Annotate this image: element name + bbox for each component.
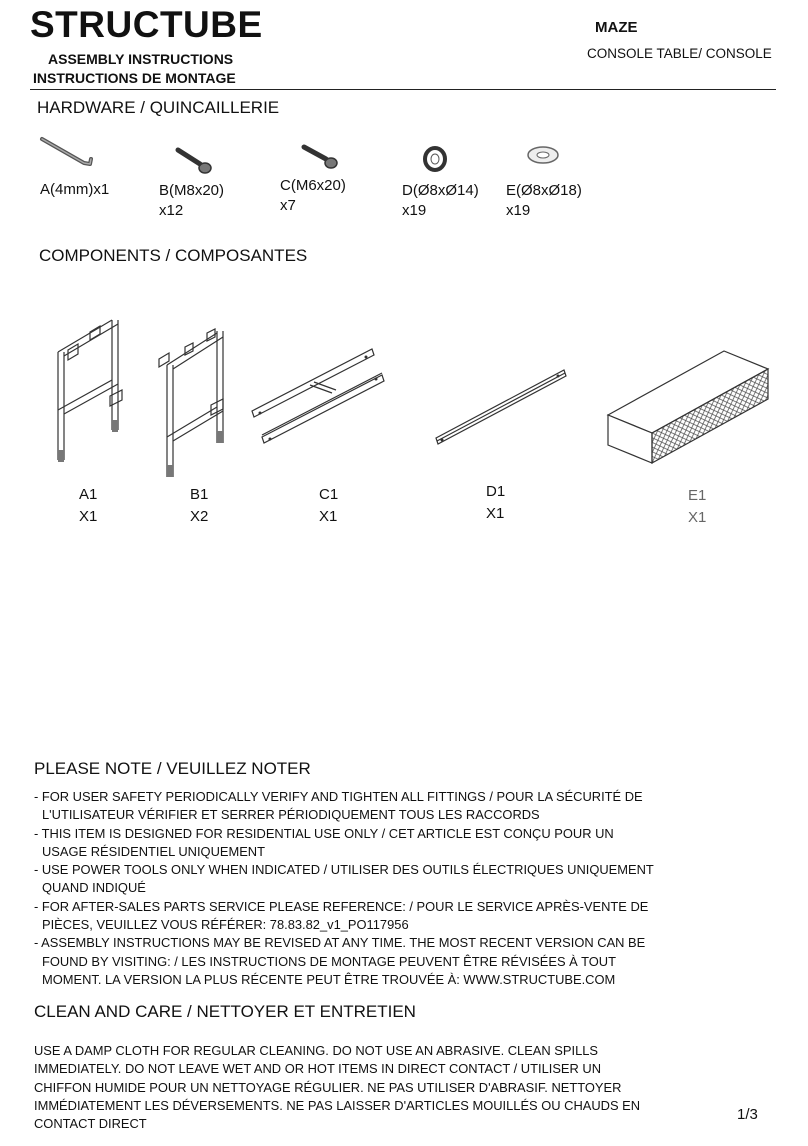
- notes-line: - FOR USER SAFETY PERIODICALLY VERIFY AND TIGHTEN ALL FITTINGS / POUR LA SÉCURITÉ DE: [34, 789, 643, 804]
- notes-line: - USE POWER TOOLS ONLY WHEN INDICATED / UTILISER DES OUTILS ÉLECTRIQUES UNIQUEMENT: [34, 862, 654, 878]
- leg-frame-a1-icon: [50, 310, 140, 470]
- notes-line: - ASSEMBLY INSTRUCTIONS MAY BE REVISED AT ANY TIME. THE MOST RECENT VERSION CAN BE: [34, 935, 646, 951]
- care-line: CONTACT DIRECT: [34, 1116, 147, 1132]
- components-title: COMPONENTS / COMPOSANTES: [39, 246, 308, 265]
- notes-line: QUAND INDIQUÉ: [42, 880, 146, 896]
- hardware-item-b-label: B(M8x20): [159, 182, 225, 199]
- component-c1: [319, 484, 338, 528]
- hardware-item-c: [280, 176, 346, 216]
- hardware-item-e: [506, 181, 582, 221]
- page-number: 1/3: [737, 1106, 758, 1123]
- notes-title: PLEASE NOTE / VEUILLEZ NOTER: [34, 759, 311, 778]
- hardware-item-e-qty: x19: [506, 202, 531, 219]
- hardware-item-d-label: D(Ø8xØ14): [402, 182, 479, 199]
- component-b1-qty: X2: [190, 508, 209, 525]
- lock-washer-icon: [420, 144, 450, 174]
- hardware-item-b-qty: x12: [159, 202, 184, 219]
- product-name: MAZE: [595, 19, 638, 36]
- brand-logo: STRUCTUBE: [30, 4, 263, 45]
- flat-washer-icon: [525, 144, 561, 166]
- care-line: IMMEDIATELY. DO NOT LEAVE WET AND OR HOT ITEMS IN DIRECT CONTACT / UTILISER UN: [34, 1061, 602, 1077]
- component-e1: [688, 485, 706, 529]
- hardware-item-d-qty: x19: [402, 202, 427, 219]
- hardware-item-b: [159, 181, 224, 221]
- notes-line: - FOR AFTER-SALES PARTS SERVICE PLEASE REFERENCE: / POUR LE SERVICE APRÈS-VENTE DE: [34, 898, 649, 914]
- subtitle-fr: INSTRUCTIONS DE MONTAGE: [33, 70, 236, 86]
- rail-d1-icon: [432, 366, 572, 456]
- bolt-icon: [300, 143, 340, 173]
- notes-line: MOMENT. LA VERSION LA PLUS RÉCENTE PEUT ÊTRE TROUVÉE À: WWW.STRUCTUBE.COM: [42, 971, 616, 987]
- notes-line: PIÈCES, VEUILLEZ VOUS RÉFÉRER: 78.83.82_v1_PO117956: [42, 917, 409, 933]
- hardware-item-e-label: E(Ø8xØ18): [506, 182, 582, 199]
- header-divider: [30, 89, 776, 90]
- notes-list: [34, 788, 674, 989]
- notes-line: USAGE RÉSIDENTIEL UNIQUEMENT: [42, 843, 265, 859]
- component-a1-label: A1: [79, 486, 98, 503]
- care-text: [34, 1042, 674, 1133]
- component-d1-qty: X1: [486, 505, 505, 522]
- frame-c1-icon: [248, 345, 388, 445]
- notes-line: L'UTILISATEUR VÉRIFIER ET SERRER PÉRIODIQUEMENT TOUS LES RACCORDS: [42, 807, 540, 823]
- allen-key-icon: [38, 136, 98, 172]
- component-b1: [190, 484, 208, 528]
- component-d1: [486, 481, 505, 525]
- care-line: USE A DAMP CLOTH FOR REGULAR CLEANING. DO NOT USE AN ABRASIVE. CLEAN SPILLS: [34, 1043, 599, 1058]
- hardware-item-d: [402, 181, 479, 221]
- notes-line: - THIS ITEM IS DESIGNED FOR RESIDENTIAL USE ONLY / CET ARTICLE EST CONÇU POUR UN: [34, 825, 614, 841]
- bolt-icon: [174, 146, 214, 176]
- component-e1-qty: X1: [688, 509, 707, 526]
- care-line: IMMÉDIATEMENT LES DÉVERSEMENTS. NE PAS LAISSER D'ARTICLES MOUILLÉS OU CHAUDS EN: [34, 1097, 641, 1113]
- product-type: CONSOLE TABLE/ CONSOLE: [587, 46, 772, 61]
- component-a1-qty: X1: [79, 508, 98, 525]
- notes-line: FOUND BY VISITING: / LES INSTRUCTIONS DE MONTAGE PEUVENT ÊTRE RÉVISÉES À TOUT: [42, 953, 616, 969]
- leg-frame-b1-icon: [155, 325, 245, 485]
- hardware-item-c-qty: x7: [280, 197, 296, 214]
- component-e1-label: E1: [688, 487, 707, 504]
- care-title: CLEAN AND CARE / NETTOYER ET ENTRETIEN: [34, 1002, 416, 1021]
- component-b1-label: B1: [190, 486, 209, 503]
- component-c1-qty: X1: [319, 508, 338, 525]
- hardware-item-a: [40, 180, 109, 200]
- care-line: CHIFFON HUMIDE POUR UN NETTOYAGE RÉGULIER. NE PAS UTILISER D'ABRASIF. NETTOYER: [34, 1079, 622, 1095]
- subtitle-en: ASSEMBLY INSTRUCTIONS: [48, 51, 234, 67]
- box-e1-icon: [604, 345, 774, 465]
- component-d1-label: D1: [486, 483, 506, 500]
- hardware-item-a-label: A(4mm)x1: [40, 181, 110, 198]
- component-c1-label: C1: [319, 486, 339, 503]
- component-a1: [79, 484, 97, 528]
- hardware-title: HARDWARE / QUINCAILLERIE: [37, 98, 280, 117]
- hardware-item-c-label: C(M6x20): [280, 177, 346, 194]
